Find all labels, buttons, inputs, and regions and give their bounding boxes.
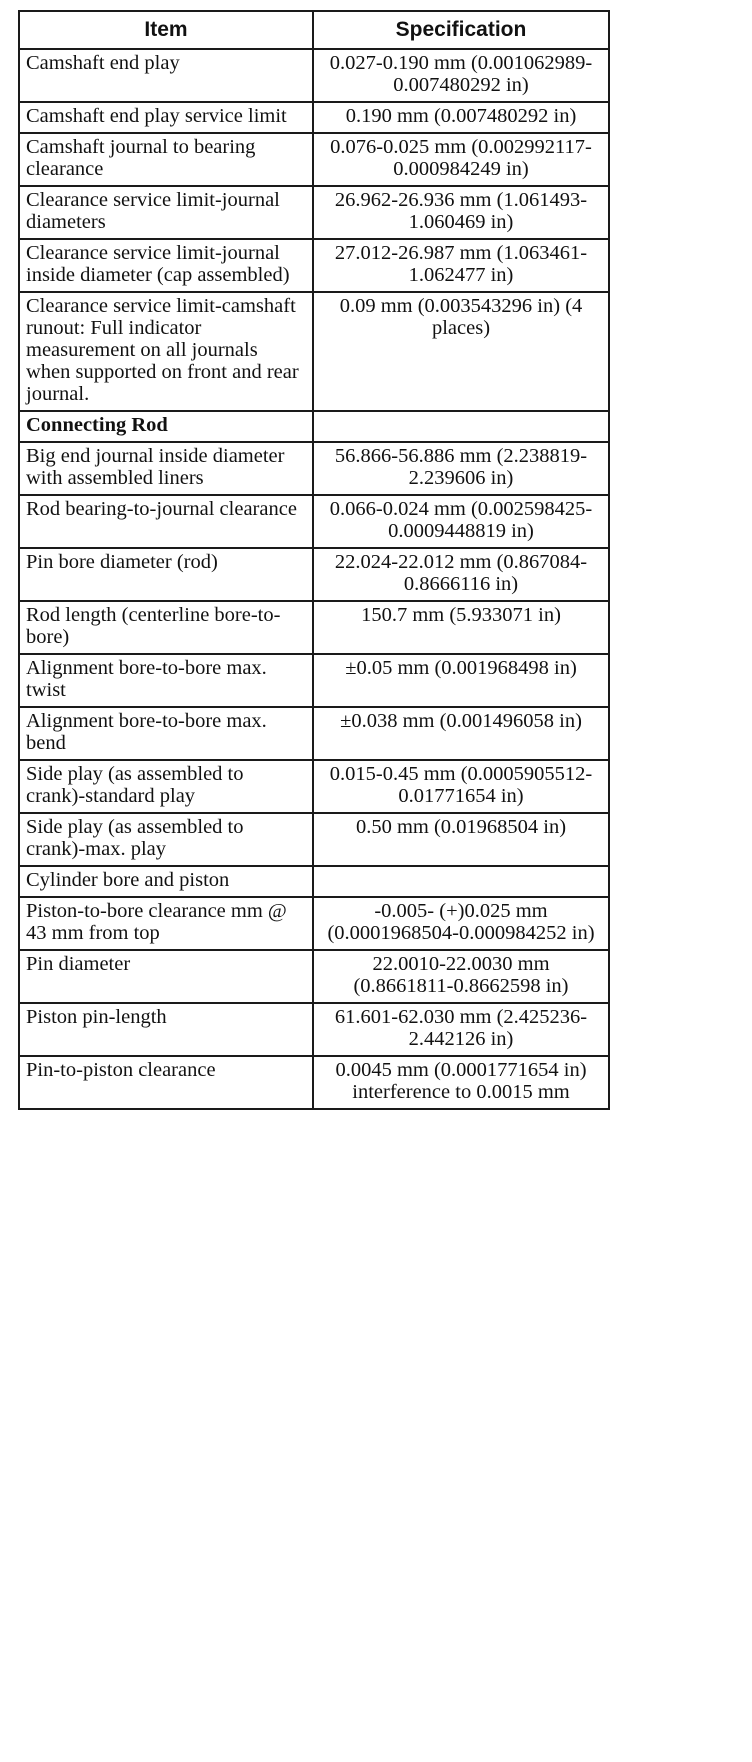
specification-cell: 0.0045 mm (0.0001771654 in) interference to 0.0015 mm [313, 1056, 609, 1109]
item-cell: Camshaft journal to bearing clearance [19, 133, 313, 186]
specification-cell [313, 866, 609, 897]
specification-cell: 150.7 mm (5.933071 in) [313, 601, 609, 654]
table-row [19, 442, 609, 495]
spec-table [18, 10, 610, 1110]
item-cell: Cylinder bore and piston [19, 866, 313, 897]
item-cell: Connecting Rod [19, 411, 313, 442]
item-cell: Piston pin-length [19, 1003, 313, 1056]
specification-cell: 27.012-26.987 mm (1.063461-1.062477 in) [313, 239, 609, 292]
item-cell: Clearance service limit-journal diameters [19, 186, 313, 239]
header-row [19, 11, 609, 49]
item-cell: Side play (as assembled to crank)-standard play [19, 760, 313, 813]
table-row [19, 654, 609, 707]
item-cell: Pin bore diameter (rod) [19, 548, 313, 601]
specification-cell: 0.027-0.190 mm (0.001062989-0.007480292 in) [313, 49, 609, 102]
header-specification: Specification [313, 11, 609, 49]
table-row [19, 950, 609, 1003]
item-cell: Rod length (centerline bore-to-bore) [19, 601, 313, 654]
specification-cell: 0.190 mm (0.007480292 in) [313, 102, 609, 133]
item-cell: Alignment bore-to-bore max. twist [19, 654, 313, 707]
specification-cell: 26.962-26.936 mm (1.061493-1.060469 in) [313, 186, 609, 239]
table-row [19, 760, 609, 813]
specification-cell: 22.0010-22.0030 mm (0.8661811-0.8662598 in) [313, 950, 609, 1003]
specification-cell: 0.076-0.025 mm (0.002992117-0.000984249 in) [313, 133, 609, 186]
specification-cell: 22.024-22.012 mm (0.867084-0.8666116 in) [313, 548, 609, 601]
item-cell: Camshaft end play service limit [19, 102, 313, 133]
specification-cell: 56.866-56.886 mm (2.238819-2.239606 in) [313, 442, 609, 495]
item-cell: Pin-to-piston clearance [19, 1056, 313, 1109]
table-row [19, 601, 609, 654]
specification-cell: 0.50 mm (0.01968504 in) [313, 813, 609, 866]
header-item: Item [19, 11, 313, 49]
specification-cell: 0.015-0.45 mm (0.0005905512-0.01771654 in) [313, 760, 609, 813]
item-cell: Alignment bore-to-bore max. bend [19, 707, 313, 760]
table-row [19, 548, 609, 601]
table-row [19, 292, 609, 411]
table-row [19, 102, 609, 133]
table-row [19, 411, 609, 442]
item-cell: Piston-to-bore clearance mm @ 43 mm from top [19, 897, 313, 950]
table-row [19, 897, 609, 950]
item-cell: Clearance service limit-camshaft runout: Full indicator measurement on all journals when supported on front and rear journal. [19, 292, 313, 411]
table-row [19, 1056, 609, 1109]
table-row [19, 1003, 609, 1056]
specification-cell: 0.09 mm (0.003543296 in) (4 places) [313, 292, 609, 411]
specification-cell [313, 411, 609, 442]
item-cell: Big end journal inside diameter with assembled liners [19, 442, 313, 495]
specification-cell: ±0.05 mm (0.001968498 in) [313, 654, 609, 707]
table-row [19, 813, 609, 866]
table-row [19, 239, 609, 292]
item-cell: Side play (as assembled to crank)-max. play [19, 813, 313, 866]
specification-cell: 61.601-62.030 mm (2.425236-2.442126 in) [313, 1003, 609, 1056]
specification-cell: ±0.038 mm (0.001496058 in) [313, 707, 609, 760]
table-row [19, 707, 609, 760]
item-cell: Rod bearing-to-journal clearance [19, 495, 313, 548]
item-cell: Camshaft end play [19, 49, 313, 102]
table-row [19, 495, 609, 548]
table-row [19, 866, 609, 897]
specification-cell: 0.066-0.024 mm (0.002598425-0.0009448819 in) [313, 495, 609, 548]
table-row [19, 133, 609, 186]
item-cell: Clearance service limit-journal inside diameter (cap assembled) [19, 239, 313, 292]
specification-cell: -0.005- (+)0.025 mm (0.0001968504-0.000984252 in) [313, 897, 609, 950]
table-row [19, 186, 609, 239]
item-cell: Pin diameter [19, 950, 313, 1003]
table-row [19, 49, 609, 102]
